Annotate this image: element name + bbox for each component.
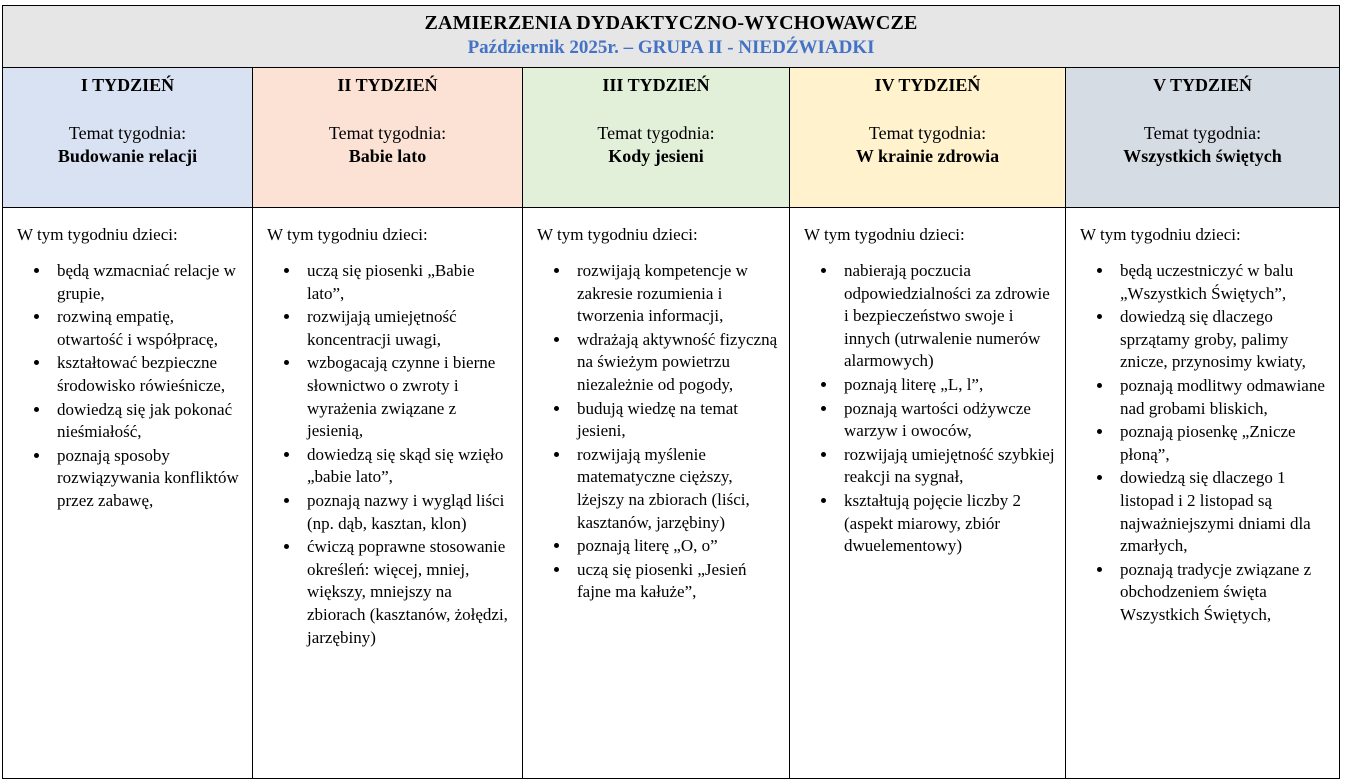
topic-name-2: Babie lato [348, 145, 427, 166]
goal-item: • poznają tradycje związane z obchodzeniem święta Wszystkich Świętych, [1114, 559, 1331, 627]
goals-list-5 [1078, 260, 1331, 627]
week-content-5 [1066, 207, 1340, 778]
goals-list-2 [265, 260, 514, 649]
week-number-3: III TYDZIEŃ [602, 74, 710, 95]
goal-item: • uczą się piosenki „Jesień fajne ma kałuże”, [571, 559, 781, 604]
document-page [0, 5, 1361, 782]
goal-item: • będą wzmacniać relacje w grupie, [51, 260, 244, 305]
week-content-1 [3, 207, 253, 778]
goal-item: • poznają piosenkę „Znicze płoną”, [1114, 421, 1331, 466]
week-content-row [3, 207, 1340, 778]
week-header-2 [253, 67, 523, 207]
goal-item: • poznają literę „L, l”, [838, 374, 1057, 397]
goal-item: • kształtować bezpieczne środowisko rówieśnicze, [51, 352, 244, 397]
goal-item: • dowiedzą się dlaczego 1 listopad i 2 listopad są najważniejszymi dniami dla zmarłych, [1114, 467, 1331, 557]
goal-item: • dowiedzą się skąd się wzięło „babie lato”, [301, 444, 514, 489]
goal-item: • budują wiedzę na temat jesieni, [571, 398, 781, 443]
goal-item: • wzbogacają czynne i bierne słownictwo o zwroty i wyrażenia związane z jesienią, [301, 352, 514, 442]
topic-name-3: Kody jesieni [608, 145, 704, 166]
goal-item: • rozwijają umiejętność szybkiej reakcji na sygnał, [838, 444, 1057, 489]
goals-list-3 [535, 260, 781, 604]
goal-item: • poznają nazwy i wygląd liści (np. dąb, kasztan, klon) [301, 490, 514, 535]
goal-item: • uczą się piosenki „Babie lato”, [301, 260, 514, 305]
topic-name-1: Budowanie relacji [57, 145, 198, 166]
week-number-5: V TYDZIEŃ [1153, 74, 1252, 95]
intro-text-3: W tym tygodniu dzieci: [537, 224, 698, 244]
week-header-3 [523, 67, 790, 207]
topic-label-2: Temat tygodnia: [328, 123, 447, 144]
topic-name-4: W krainie zdrowia [855, 145, 1000, 166]
intro-text-2: W tym tygodniu dzieci: [267, 224, 428, 244]
week-content-3 [523, 207, 790, 778]
intro-text-1: W tym tygodniu dzieci: [17, 224, 178, 244]
topic-label-3: Temat tygodnia: [597, 123, 715, 144]
goal-item: • poznają modlitwy odmawiane nad grobami bliskich, [1114, 375, 1331, 420]
goal-item: • poznają wartości odżywcze warzyw i owoców, [838, 398, 1057, 443]
goal-item: • poznają literę „O, o” [571, 535, 781, 558]
goal-item: • dowiedzą się dlaczego sprzątamy groby, palimy znicze, przynosimy kwiaty, [1114, 306, 1331, 374]
topic-label-4: Temat tygodnia: [868, 123, 987, 144]
goal-item: • rozwijają kompetencje w zakresie rozumienia i tworzenia informacji, [571, 260, 781, 328]
topic-label-5: Temat tygodnia: [1143, 123, 1262, 144]
page-title: ZAMIERZENIA DYDAKTYCZNO-WYCHOWAWCZE [424, 12, 918, 34]
title-row [3, 6, 1340, 68]
goal-item: • rozwiną empatię, otwartość i współpracę, [51, 306, 244, 351]
goal-item: • będą uczestniczyć w balu „Wszystkich Świętych”, [1114, 260, 1331, 305]
goal-item: • rozwijają umiejętność koncentracji uwagi, [301, 306, 514, 351]
goal-item: • rozwijają myślenie matematyczne cięższy, lżejszy na zbiorach (liści, kasztanów, jarzębiny) [571, 444, 781, 534]
week-number-1: I TYDZIEŃ [80, 74, 175, 95]
week-number-2: II TYDZIEŃ [337, 74, 438, 95]
goals-list-4 [802, 260, 1057, 558]
goal-item: • poznają sposoby rozwiązywania konfliktów przez zabawę, [51, 445, 244, 513]
page-subtitle: Październik 2025r. – GRUPA II - NIEDŹWIADKI [467, 37, 875, 58]
topic-label-1: Temat tygodnia: [68, 123, 187, 144]
week-header-5 [1066, 67, 1340, 207]
goals-list-1 [15, 260, 244, 513]
week-header-4 [790, 67, 1066, 207]
goal-item: • nabierają poczucia odpowiedzialności za zdrowie i bezpieczeństwo swoje i innych (utrwalenie numerów alarmowych) [838, 260, 1057, 373]
week-header-row [3, 67, 1340, 207]
goal-item: • wdrażają aktywność fizyczną na świeżym powietrzu niezależnie od pogody, [571, 329, 781, 397]
week-number-4: IV TYDZIEŃ [874, 74, 981, 95]
goal-item: • ćwiczą poprawne stosowanie określeń: więcej, mniej, większy, mniejszy na zbiorach (kasztanów, żołędzi, jarzębiny) [301, 536, 514, 649]
weekly-plan-table [2, 5, 1340, 779]
intro-text-4: W tym tygodniu dzieci: [804, 224, 965, 244]
week-content-2 [253, 207, 523, 778]
intro-text-5: W tym tygodniu dzieci: [1080, 224, 1241, 244]
week-content-4 [790, 207, 1066, 778]
week-header-1 [3, 67, 253, 207]
goal-item: • dowiedzą się jak pokonać nieśmiałość, [51, 399, 244, 444]
goal-item: • kształtują pojęcie liczby 2 (aspekt miarowy, zbiór dwuelementowy) [838, 490, 1057, 558]
topic-name-5: Wszystkich świętych [1123, 145, 1282, 166]
document-title-cell [3, 6, 1340, 68]
